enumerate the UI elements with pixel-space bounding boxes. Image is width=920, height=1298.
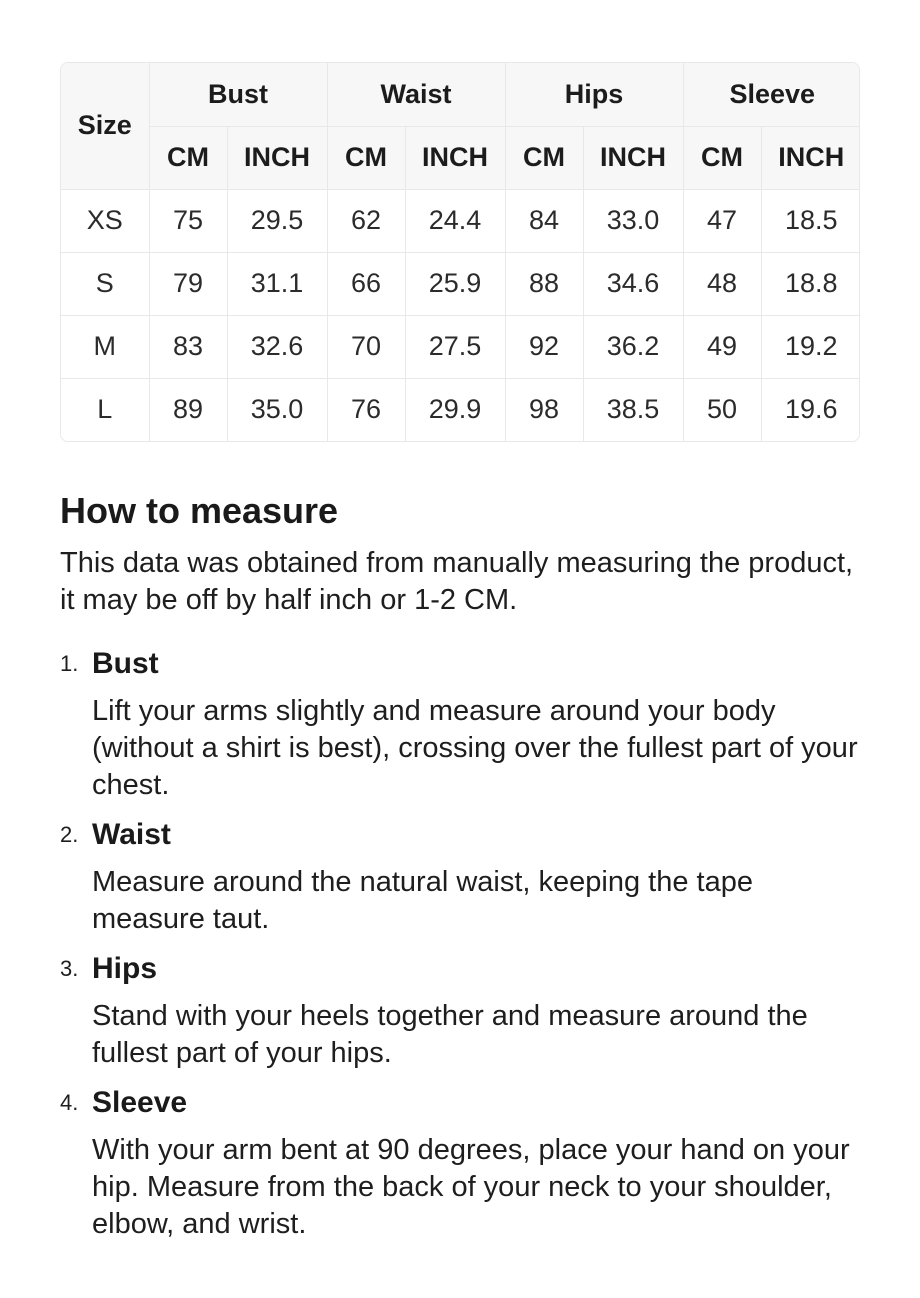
group-header-hips: Hips: [505, 63, 683, 126]
size-cell: S: [61, 252, 149, 315]
unit-header-waist-cm: CM: [327, 126, 405, 189]
value-cell: 92: [505, 315, 583, 378]
unit-header-hips-inch: INCH: [583, 126, 683, 189]
measure-term-bust: Bust: [92, 647, 159, 680]
value-cell: 29.9: [405, 378, 505, 441]
measure-description: With your arm bent at 90 degrees, place your hand on your hip. Measure from the back of your neck to your shoulder, elbow, and wrist.: [92, 1134, 850, 1240]
list-item-body: [92, 645, 860, 804]
value-cell: 50: [683, 378, 761, 441]
value-cell: 18.8: [761, 252, 860, 315]
value-cell: 19.2: [761, 315, 860, 378]
list-number: 2.: [60, 822, 79, 847]
group-header-sleeve: Sleeve: [683, 63, 860, 126]
unit-header-waist-inch: INCH: [405, 126, 505, 189]
measure-instructions-list: [60, 645, 860, 1243]
unit-header-bust-cm: CM: [149, 126, 227, 189]
value-cell: 66: [327, 252, 405, 315]
value-cell: 62: [327, 189, 405, 252]
unit-header-bust-inch: INCH: [227, 126, 327, 189]
group-header-bust: Bust: [149, 63, 327, 126]
value-cell: 36.2: [583, 315, 683, 378]
value-cell: 32.6: [227, 315, 327, 378]
table-row-l: [61, 378, 860, 441]
column-header-size: Size: [61, 63, 149, 189]
value-cell: 38.5: [583, 378, 683, 441]
value-cell: 89: [149, 378, 227, 441]
value-cell: 49: [683, 315, 761, 378]
measure-description: Measure around the natural waist, keeping the tape measure taut.: [92, 866, 753, 935]
value-cell: 31.1: [227, 252, 327, 315]
how-to-measure-title: How to measure: [60, 490, 339, 531]
value-cell: 70: [327, 315, 405, 378]
list-number: 1.: [60, 651, 79, 676]
measure-intro-text: This data was obtained from manually measuring the product, it may be off by half inch or 1-2 CM.: [60, 547, 854, 616]
value-cell: 48: [683, 252, 761, 315]
size-cell: M: [61, 315, 149, 378]
value-cell: 18.5: [761, 189, 860, 252]
table-row-xs: [61, 189, 860, 252]
list-item-body: [92, 1084, 860, 1243]
list-item-body: [92, 816, 860, 938]
table-header-groups-row: [61, 63, 860, 126]
value-cell: 88: [505, 252, 583, 315]
list-item-waist: [60, 816, 860, 938]
value-cell: 25.9: [405, 252, 505, 315]
value-cell: 98: [505, 378, 583, 441]
unit-header-hips-cm: CM: [505, 126, 583, 189]
unit-header-sleeve-inch: INCH: [761, 126, 860, 189]
value-cell: 29.5: [227, 189, 327, 252]
value-cell: 19.6: [761, 378, 860, 441]
measure-description: Stand with your heels together and measure around the fullest part of your hips.: [92, 1000, 808, 1069]
unit-header-sleeve-cm: CM: [683, 126, 761, 189]
measure-term-sleeve: Sleeve: [92, 1086, 188, 1119]
measure-description: Lift your arms slightly and measure around your body (without a shirt is best), crossing over the fullest part of your chest.: [92, 695, 858, 801]
value-cell: 35.0: [227, 378, 327, 441]
size-chart: [60, 62, 860, 442]
table-row-m: [61, 315, 860, 378]
value-cell: 84: [505, 189, 583, 252]
list-item-body: [92, 950, 860, 1072]
value-cell: 76: [327, 378, 405, 441]
table-header-units-row: [61, 126, 860, 189]
value-cell: 33.0: [583, 189, 683, 252]
list-item-hips: [60, 950, 860, 1072]
value-cell: 34.6: [583, 252, 683, 315]
list-number: 3.: [60, 956, 79, 981]
size-cell: L: [61, 378, 149, 441]
size-chart-table: [61, 63, 860, 441]
value-cell: 83: [149, 315, 227, 378]
table-row-s: [61, 252, 860, 315]
list-item-bust: [60, 645, 860, 804]
size-cell: XS: [61, 189, 149, 252]
value-cell: 79: [149, 252, 227, 315]
measure-term-hips: Hips: [92, 952, 158, 985]
list-number: 4.: [60, 1090, 79, 1115]
value-cell: 24.4: [405, 189, 505, 252]
group-header-waist: Waist: [327, 63, 505, 126]
list-item-sleeve: [60, 1084, 860, 1243]
measure-term-waist: Waist: [92, 818, 171, 851]
value-cell: 27.5: [405, 315, 505, 378]
value-cell: 75: [149, 189, 227, 252]
value-cell: 47: [683, 189, 761, 252]
